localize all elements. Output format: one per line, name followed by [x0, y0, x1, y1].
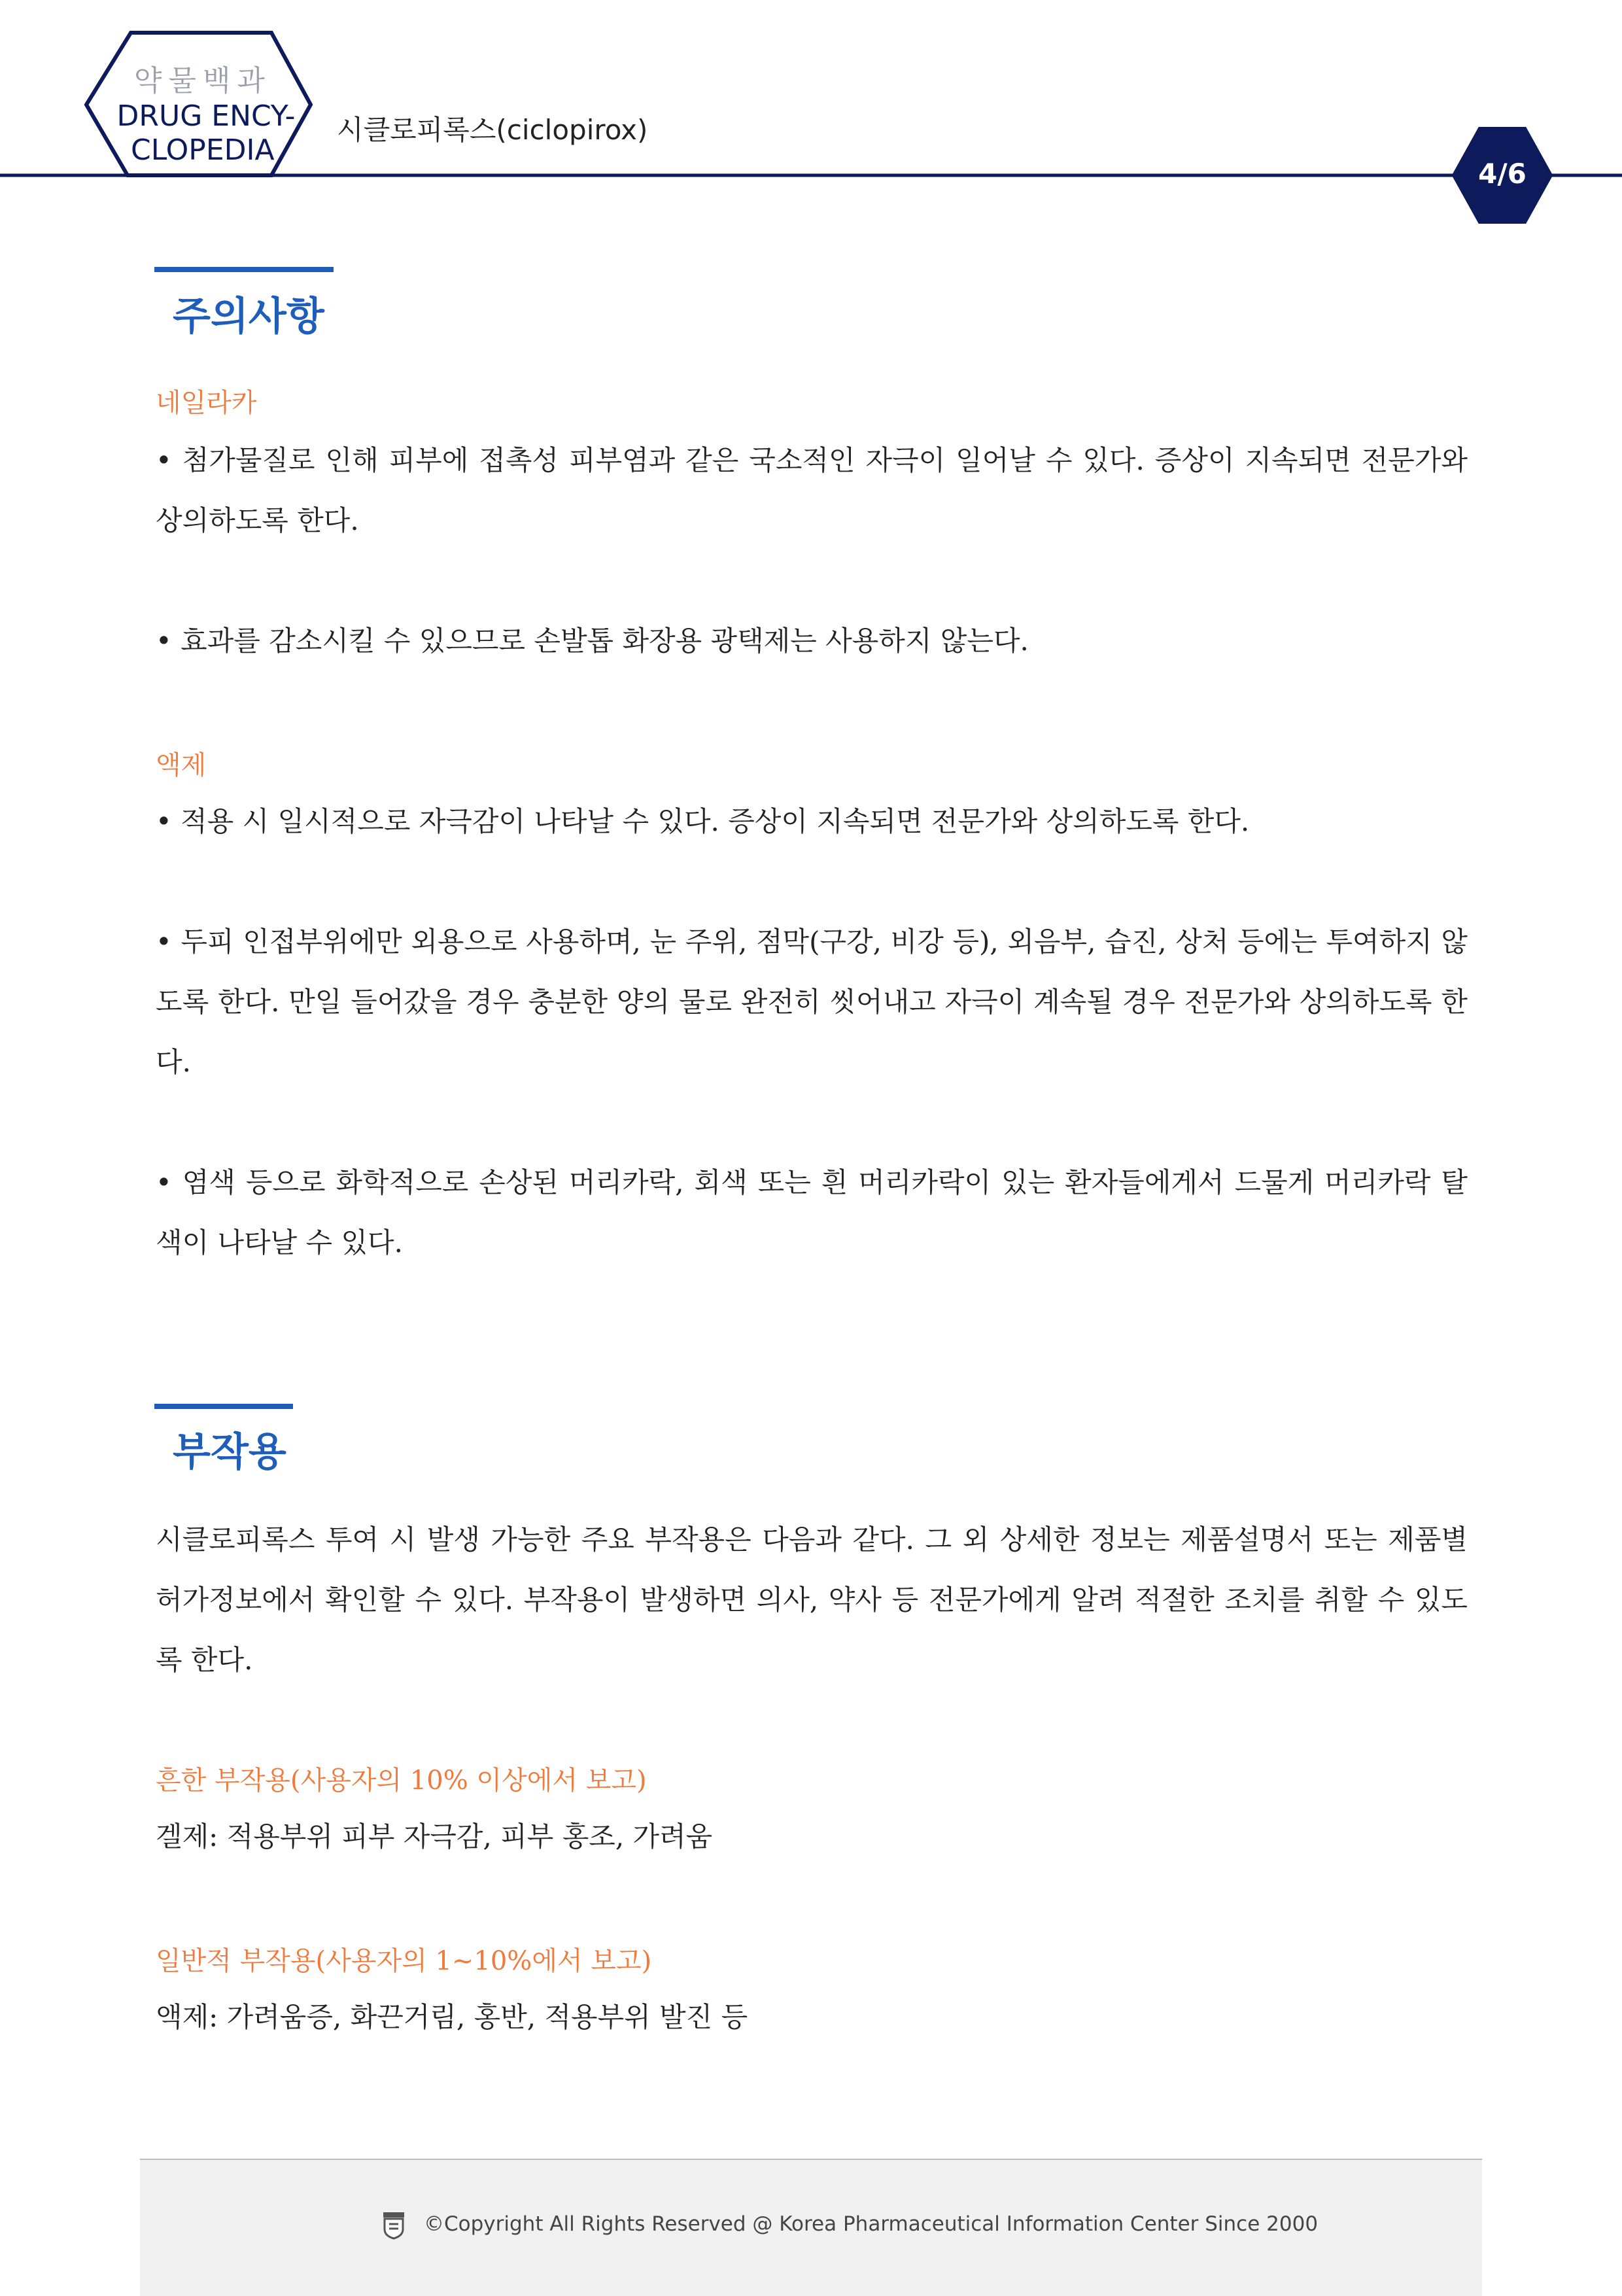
logo-korean-text: 약물백과 — [133, 64, 271, 97]
side-effects-intro: 시클로피록스 투여 시 발생 가능한 주요 부작용은 다음과 같다. 그 외 상세한 정보는 제품설명서 또는 제품별 허가정보에서 확인할 수 있다. 부작용이 발생하면 의사, 약사 등 전문가에게 알려 적절한 조치를 취할 수 있도록 한다. — [156, 1523, 1468, 1676]
kpic-emblem-icon — [382, 2211, 406, 2240]
document-title: 시클로피록스(ciclopirox) — [337, 114, 648, 146]
section-bar-side-effects — [154, 1404, 293, 1409]
bullet-item: • 효과를 감소시킬 수 있으므로 손발톱 화장용 광택제는 사용하지 않는다. — [156, 625, 1029, 657]
bullet-item: • 첨가물질로 인해 피부에 접촉성 피부염과 같은 국소적인 자극이 일어날 수 있다. 증상이 지속되면 전문가와 상의하도록 한다. — [156, 444, 1468, 536]
bullet-item: • 염색 등으로 화학적으로 손상된 머리카락, 회색 또는 흰 머리카락이 있는 환자들에게서 드물게 머리카락 탈색이 나타날 수 있다. — [156, 1166, 1468, 1259]
page-number: 4/6 — [1478, 158, 1527, 190]
footer-copyright: ©Copyright All Rights Reserved @ Korea Pharmaceutical Information Center Since 2000 — [424, 2212, 1319, 2236]
logo-english-line2: CLOPEDIA — [131, 133, 275, 167]
bullet-item: • 두피 인접부위에만 외용으로 사용하며, 눈 주위, 점막(구강, 비강 등), 외음부, 습진, 상처 등에는 투여하지 않도록 한다. 만일 들어갔을 경우 충분한 양의 물로 완전히 씻어내고 자극이 계속될 경우 전문가와 상의하도록 한다. — [156, 926, 1468, 1078]
common-side-effects-text: 겔제: 적용부위 피부 자극감, 피부 홍조, 가려움 — [156, 1820, 713, 1852]
bullet-item: • 적용 시 일시적으로 자극감이 나타날 수 있다. 증상이 지속되면 전문가와 상의하도록 한다. — [156, 805, 1250, 837]
section-title-precautions: 주의사항 — [173, 294, 324, 339]
general-side-effects-text: 액제: 가려움증, 화끈거림, 홍반, 적용부위 발진 등 — [156, 2001, 748, 2033]
section-bar-precautions — [154, 267, 334, 272]
logo-english-line1: DRUG ENCY- — [116, 99, 296, 133]
section-title-side-effects: 부작용 — [173, 1429, 286, 1475]
subheading-common-side-effects: 흔한 부작용(사용자의 10% 이상에서 보고) — [156, 1765, 647, 1796]
subheading-nail-lacquer: 네일라카 — [156, 388, 257, 418]
subheading-solution: 액제 — [156, 750, 207, 780]
subheading-general-side-effects: 일반적 부작용(사용자의 1~10%에서 보고) — [156, 1946, 652, 1976]
